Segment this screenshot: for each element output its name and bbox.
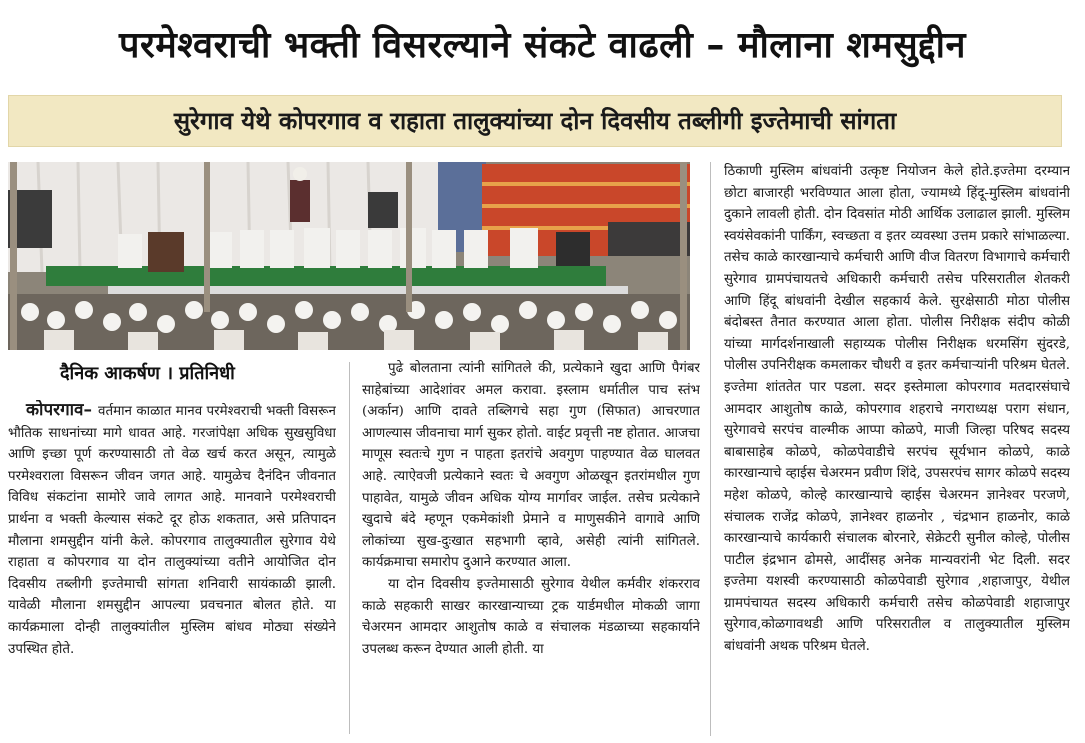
column-2-paragraph-1: पुढे बोलताना त्यांनी सांगितले की, प्रत्येकाने खुदा आणि पैगंबर साहेबांच्या आदेशांवर अमल करावा. इस्लाम धर्मातील पाच स्तंभ (अर्कान) आणि दावते तब्लिगचे सहा गुण (सिफात) आचरणात आणल्यास जीवनाचा मार्ग सुकर होतो. वाईट प्रवृत्ती नष्ट होतात. आजचा माणूस स्वतःचे गुण न पाहता इतरांचे अवगुण पाहण्यात वेळ घालवत आहे. त्याऐवजी प्रत्येकाने स्वतः चे अवगुण ओळखून इतरांमधील गुण पाहावेत, यामुळे जीवन अधिक योग्य मार्गावर जाईल. तसेच प्रत्येकाने खुदाचे बंदे म्हणून एकमेकांशी प्रेमाने व माणुसकीने वागावे आणि लोकांच्या सुख-दुःखात सहभागी व्हावे, असेही त्यांनी सांगितले. कार्यक्रमाचा समारोप दुआने करण्यात आला. xyxy=(362,361,700,571)
column-3-text: ठिकाणी मुस्लिम बांधवांनी उत्कृष्ट नियोजन केले होते.इज्तेमा दरम्यान छोटा बाजारही भरविण्यात आला होता, ज्यामध्ये हिंदू-मुस्लिम बांधवांनी दुकाने लावली होती. दोन दिवसांत मोठी आर्थिक उलाढाल झाली. मुस्लिम स्वयंसेवकांनी पार्किंग, स्वच्छता व इतर व्यवस्था उत्तम प्रकारे सांभाळल्या. तसेच काळे कारखान्याचे कर्मचारी आणि वीज वितरण विभागाचे कर्मचारी सुरेगाव ग्रामपंचायतचे अधिकारी कर्मचारी तसेच परिसरातील शेतकरी आणि हिंदू बांधवांनी देखील सहकार्य केले. सुरक्षेसाठी मोठा पोलीस बंदोबस्त तैनात करण्यात आला होता. पोलीस निरीक्षक संदीप कोळी यांच्या मार्गदर्शनाखाली सहाय्यक पोलीस निरीक्षक धरमसिंग सुंदरडे, पोलीस उपनिरीक्षक कमलाकर चौधरी व इतर कर्मचाऱ्यांनी परिश्रम घेतले. इज्तेमा शांततेत पार पडला. सदर इस्तेमाला कोपरगाव मतदारसंघाचे आमदार आशुतोष काळे, कोपरगाव शहराचे नगराध्यक्ष पराग संधान, सुरेगावचे सरपंच वाल्मीक आप्पा कोळपे, माजी जिल्हा परिषद सदस्य बाबासाहेब कोळपे, कोळपेवाडीचे सरपंच सूर्यभान कोळपे, काळे कारखान्याचे व्हाईस चेअरमन प्रवीण शिंदे, उपसरपंच सागर कोळपे सदस्य महेश कोळपे, कोल्हे कारखान्याचे व्हाईस चेअरमन ज्ञानेश्वर परजणे, संचालक राजेंद्र कोळपे, ज्ञानेश्वर हाळनोर , चंद्रभान हाळनोर, काळे कारखान्याचे कार्यकारी संचालक बोरनारे, सेक्रेटरी सुनील कोल्हे, पोलीस पाटील इंद्रभान ढोमसे, आदींसह अनेक मान्यवरांनी भेट दिली. सदर इज्तेमा यशस्वी करण्यासाठी कोळपेवाडी सुरेगाव ,शहाजापुर, येथील ग्रामपंचायत सदस्य अधिकारी कर्मचारी तसेच कोळपेवाडी शहाजापुर सुरेगाव,कोळगावथडी आणि परिसरातील व तालुक्यातील मुस्लिम बांधवांनी अथक परिश्रम घेतले. xyxy=(724,164,1070,655)
column-1-text: वर्तमान काळात मानव परमेश्वराची भक्ती विसरून भौतिक साधनांच्या मागे धावत आहे. गरजांपेक्षा अधिक सुखसुविधा आणि इच्छा पूर्ण करण्यासाठी तो वेळ खर्च करत असून, त्यामुळे परमेश्वराला विसरून जीवन जगत आहे. यामुळेच दैनंदिन जीवनात विविध संकटांना सामोरे जावे लागत आहे. मानवाने परमेश्वराची प्रार्थना व भक्ती केल्यास संकटे दूर होऊ शकतात, असे प्रतिपादन मौलाना शमसुद्दीन यांनी केले. कोपरगाव तालुक्यातील सुरेगाव येथे राहाता व कोपरगाव या दोन तालुक्यांच्या वतीने आयोजित दोन दिवसीय तब्लीगी इज्तेमाची सांगता शनिवारी सायंकाळी झाली. यावेळी मौलाना शमसुद्दीन आपल्या प्रवचनात बोलत होते. या कार्यक्रमाला दोन्ही तालुक्यांतील मुस्लिम बांधव मोठ्या संख्येने उपस्थित होते. xyxy=(8,404,336,657)
dateline: कोपरगाव– xyxy=(26,400,92,420)
article-column-2 xyxy=(362,358,700,736)
byline: दैनिक आकर्षण । प्रतिनिधी xyxy=(60,363,235,384)
column-divider xyxy=(349,362,350,734)
article-column-3 xyxy=(724,161,1070,738)
event-photo-illustration xyxy=(8,162,690,350)
column-divider xyxy=(710,162,711,736)
headline: परमेश्वराची भक्ती विसरल्याने संकटे वाढली – मौलाना शमसुद्दीन xyxy=(119,25,966,66)
subheadline: सुरेगाव येथे कोपरगाव व राहाता तालुक्यांच्या दोन दिवसीय तब्लीगी इज्तेमाची सांगता xyxy=(173,107,897,135)
event-photo xyxy=(8,162,690,350)
column-2-paragraph-2: या दोन दिवसीय इज्तेमासाठी सुरेगाव येथील कर्मवीर शंकरराव काळे सहकारी साखर कारखान्याच्या ट्रक यार्डमधील मोकळी जागा चेअरमन आमदार आशुतोष काळे व संचालक मंडळाच्या सहकार्याने उपलब्ध करून देण्यात आली होती. या xyxy=(362,576,700,657)
subheadline-band xyxy=(8,95,1062,147)
article-column-1 xyxy=(8,400,336,736)
